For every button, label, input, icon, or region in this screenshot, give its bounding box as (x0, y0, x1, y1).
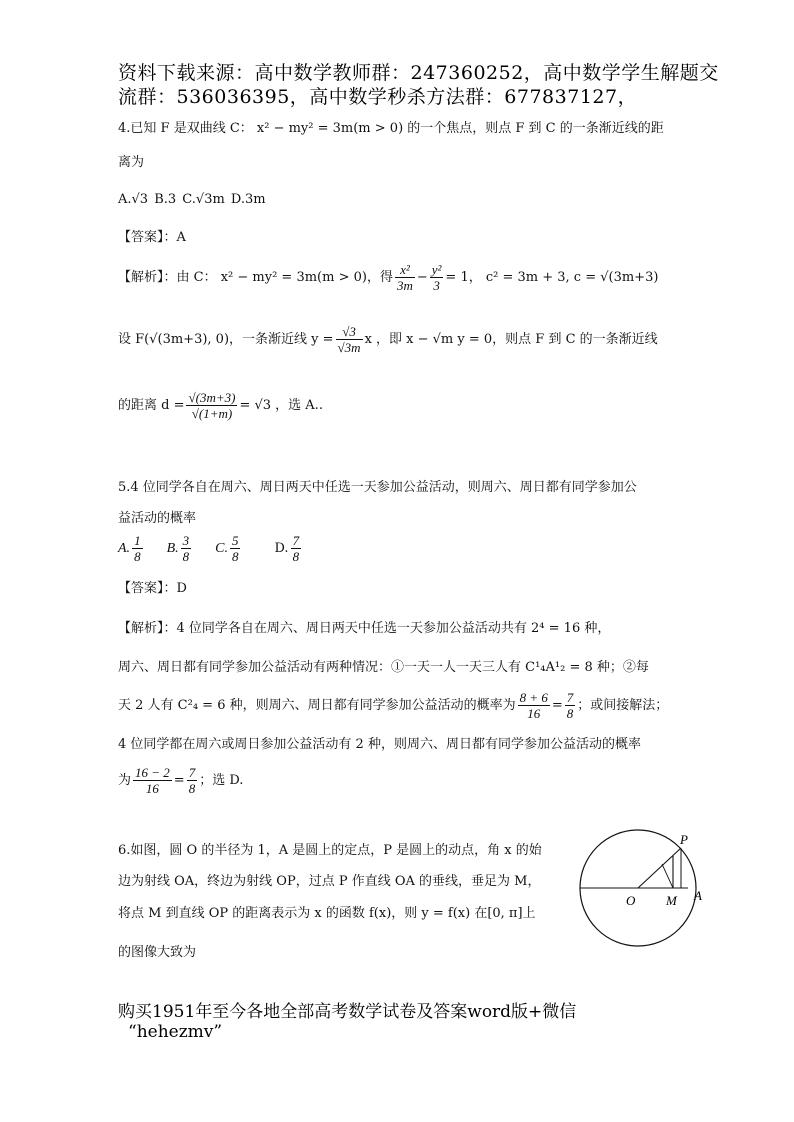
q5-sol5-f1-num: 16 − 2 (135, 765, 170, 780)
q5-option-d-num: 7 (292, 533, 300, 548)
q6-stem-line-1: 6.如图，圆 O 的半径为 1，A 是圆上的定点，P 是圆上的动点，角 x 的始 (118, 843, 542, 858)
q5-sol5-f1-den: 16 (145, 781, 159, 796)
q5-answer: 【答案】：D (118, 581, 187, 596)
q4-sol2-f-den: √3m (337, 340, 361, 355)
label-a: A (694, 888, 702, 903)
q4-sol3-fraction (186, 390, 237, 421)
q5-sol5-f2-den: 8 (188, 781, 196, 796)
q5-solution-line-3 (118, 690, 668, 721)
q5-sol3-fraction-2 (565, 690, 576, 721)
q4-sol2-text-b: x ，即 x − √m y = 0，则点 F 到 C 的一条渐近线 (364, 331, 658, 347)
q4-options: A.√3 B.3 C.√3m D.3m (118, 192, 266, 207)
q5-sol3-f2-den: 8 (566, 706, 574, 721)
q5-sol5-text-a: 为 (118, 772, 132, 788)
q5-sol3-f1-den: 16 (527, 706, 541, 721)
q5-solution-line-5 (118, 765, 243, 796)
q4-sol1-fraction-2 (430, 262, 444, 293)
q4-sol1-minus: − (416, 269, 428, 285)
q4-answer: 【答案】：A (118, 230, 186, 245)
q5-sol5-f2-num: 7 (188, 765, 196, 780)
q5-option-b-num: 3 (182, 533, 190, 548)
q5-stem-line-1: 5.4 位同学各自在周六、周日两天中任选一天参加公益活动，则周六、周日都有同学参加公 (118, 480, 637, 495)
header-line-1: 资料下载来源：高中数学教师群：247360252，高中数学学生解题交 (118, 62, 719, 84)
q5-option-b-label: B. (166, 540, 179, 556)
q5-option-a-fraction (132, 533, 143, 564)
q5-option-d-label: D. (274, 540, 289, 556)
q5-sol3-text-a: 天 2 人有 C²₄ = 6 种，则周六、周日都有同学参加公益活动的概率为 (118, 697, 516, 713)
label-m: M (666, 893, 677, 908)
q5-option-c-label: C. (215, 540, 228, 556)
q5-option-a-den: 8 (134, 549, 141, 564)
q4-solution-line-1 (118, 262, 658, 293)
q4-sol3-text-a: 的距离 d = (118, 397, 185, 413)
header-line-2: 流群：536036395，高中数学秒杀方法群：677837127， (118, 86, 638, 108)
q5-sol5-fraction-2 (187, 765, 198, 796)
q5-stem-line-2: 益活动的概率 (118, 511, 197, 526)
q5-sol3-equals: = (551, 697, 563, 713)
q5-option-b-den: 8 (182, 549, 190, 564)
q5-solution-line-2: 周六、周日都有同学参加公益活动有两种情况：①一天一人一天三人有 C¹₄A¹₂ = 8 种；②每 (118, 660, 649, 675)
q5-sol5-equals: = (173, 772, 185, 788)
q5-option-d-fraction (291, 533, 302, 564)
unit-circle-figure (570, 826, 706, 954)
q4-sol2-f-num: √3 (336, 324, 363, 340)
q4-stem-line-2: 离为 (118, 155, 145, 170)
q5-option-a-num: 1 (134, 533, 141, 548)
q4-solution-line-3 (118, 390, 323, 421)
q4-sol1-f1-den: 3m (396, 278, 413, 293)
q4-sol1-text-a: 【解析】：由 C： x² − my² = 3m(m > 0)，得 (118, 269, 393, 285)
q4-sol1-f2-num: y² (431, 262, 442, 277)
q5-sol5-fraction-1 (133, 765, 172, 796)
q5-option-c-fraction (230, 533, 241, 564)
q5-sol3-text-b: ；或间接解法； (577, 697, 669, 713)
q5-option-c-num: 5 (231, 533, 239, 548)
q4-stem-line-1: 4.已知 F 是双曲线 C： x² − my² = 3m(m > 0) 的一个焦点，则点 F 到 C 的一条渐近线的距 (118, 121, 664, 136)
q5-sol5-text-b: ；选 D. (199, 772, 244, 788)
q5-options (118, 533, 303, 564)
q4-sol2-fraction (336, 324, 363, 355)
q4-sol1-text-b: = 1， c² = 3m + 3, c = √(3m+3) (445, 269, 659, 285)
q5-option-d-den: 8 (292, 549, 300, 564)
label-p: P (680, 832, 688, 847)
distance-segment (662, 864, 673, 888)
q5-solution-line-1: 【解析】：4 位同学各自在周六、周日两天中任选一天参加公益活动共有 2⁴ = 16 种， (118, 621, 611, 636)
q4-sol2-text-a: 设 F(√(3m+3), 0)，一条渐近线 y = (118, 331, 334, 347)
q4-sol3-text-b: = √3 ，选 A.. (239, 397, 323, 413)
q5-option-b-fraction (181, 533, 192, 564)
radius-op (638, 848, 681, 888)
q6-stem-line-4: 的图像大致为 (118, 945, 197, 960)
q5-sol3-fraction-1 (518, 690, 550, 721)
label-o: O (626, 893, 636, 908)
q4-sol3-f-num: √(3m+3) (188, 390, 236, 405)
q5-solution-line-4: 4 位同学都在周六或周日参加公益活动有 2 种，则周六、周日都有同学参加公益活动的概率 (118, 737, 641, 752)
q4-sol1-fraction-1 (395, 262, 415, 293)
q5-option-d (274, 533, 303, 564)
q5-option-c (215, 533, 242, 564)
q6-stem-line-2: 边为射线 OA，终边为射线 OP，过点 P 作直线 OA 的垂线，垂足为 M， (118, 874, 541, 889)
footer-line-2: “hehezmv” (128, 1022, 223, 1042)
q6-stem-line-3: 将点 M 到直线 OP 的距离表示为 x 的函数 f(x)，则 y = f(x) 在[0, π]上 (118, 906, 536, 921)
q4-sol3-f-den: √(1+m) (191, 406, 233, 421)
q5-option-c-den: 8 (231, 549, 239, 564)
footer-line-1: 购买1951年至今各地全部高考数学试卷及答案word版+微信 (118, 1002, 577, 1022)
q5-sol3-f2-num: 7 (566, 690, 574, 705)
q5-option-b (167, 533, 194, 564)
q4-sol1-f1-num: x² (395, 262, 415, 278)
q4-solution-line-2 (118, 324, 658, 355)
q5-option-a-label: A. (118, 540, 131, 556)
q5-sol3-f1-num: 8 + 6 (519, 690, 548, 705)
q4-sol1-f2-den: 3 (433, 278, 440, 293)
q5-option-a (118, 533, 145, 564)
